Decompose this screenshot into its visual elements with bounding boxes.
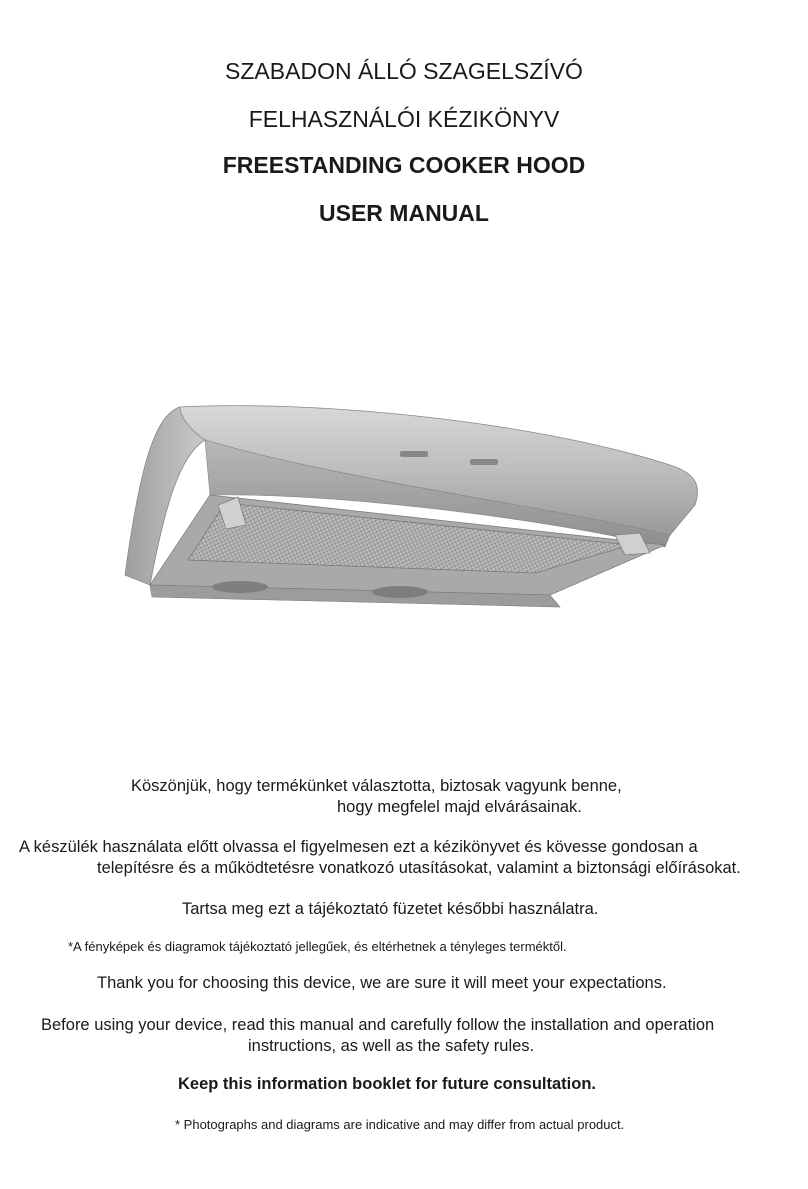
en-photo-note: * Photographs and diagrams are indicative and may differ from actual product. — [175, 1117, 625, 1132]
hu-instructions-line1: A készülék használata előtt olvassa el figyelmesen ezt a kézikönyvet és kövesse gondosan a — [19, 838, 698, 856]
title-english-product: FREESTANDING COOKER HOOD — [222, 152, 586, 178]
en-instructions-line2: instructions, as well as the safety rules. — [248, 1037, 535, 1055]
cooker-hood-image — [110, 395, 710, 615]
en-instructions-line1: Before using your device, read this manual and carefully follow the installation and operation — [41, 1016, 715, 1034]
hu-instructions-line2: telepítésre és a működtetésre vonatkozó utasításokat, valamint a biztonsági előírásokat. — [97, 859, 741, 877]
title-hungarian-manual: FELHASZNÁLÓI KÉZIKÖNYV — [248, 106, 560, 132]
en-keep-booklet: Keep this information booklet for future consultation. — [178, 1075, 597, 1093]
title-hungarian-product: SZABADON ÁLLÓ SZAGELSZÍVÓ — [225, 58, 583, 84]
hu-photo-note: *A fényképek és diagramok tájékoztató jellegűek, és eltérhetnek a tényleges terméktől. — [68, 939, 567, 954]
title-english-manual: USER MANUAL — [319, 200, 489, 226]
hu-keep-booklet: Tartsa meg ezt a tájékoztató füzetet későbbi használatra. — [182, 900, 599, 918]
en-thanks: Thank you for choosing this device, we are sure it will meet your expectations. — [97, 974, 667, 992]
hu-thanks-line1: Köszönjük, hogy termékünket választotta, biztosak vagyunk benne, — [131, 777, 622, 795]
hu-thanks-line2: hogy megfelel majd elvárásainak. — [337, 798, 582, 816]
